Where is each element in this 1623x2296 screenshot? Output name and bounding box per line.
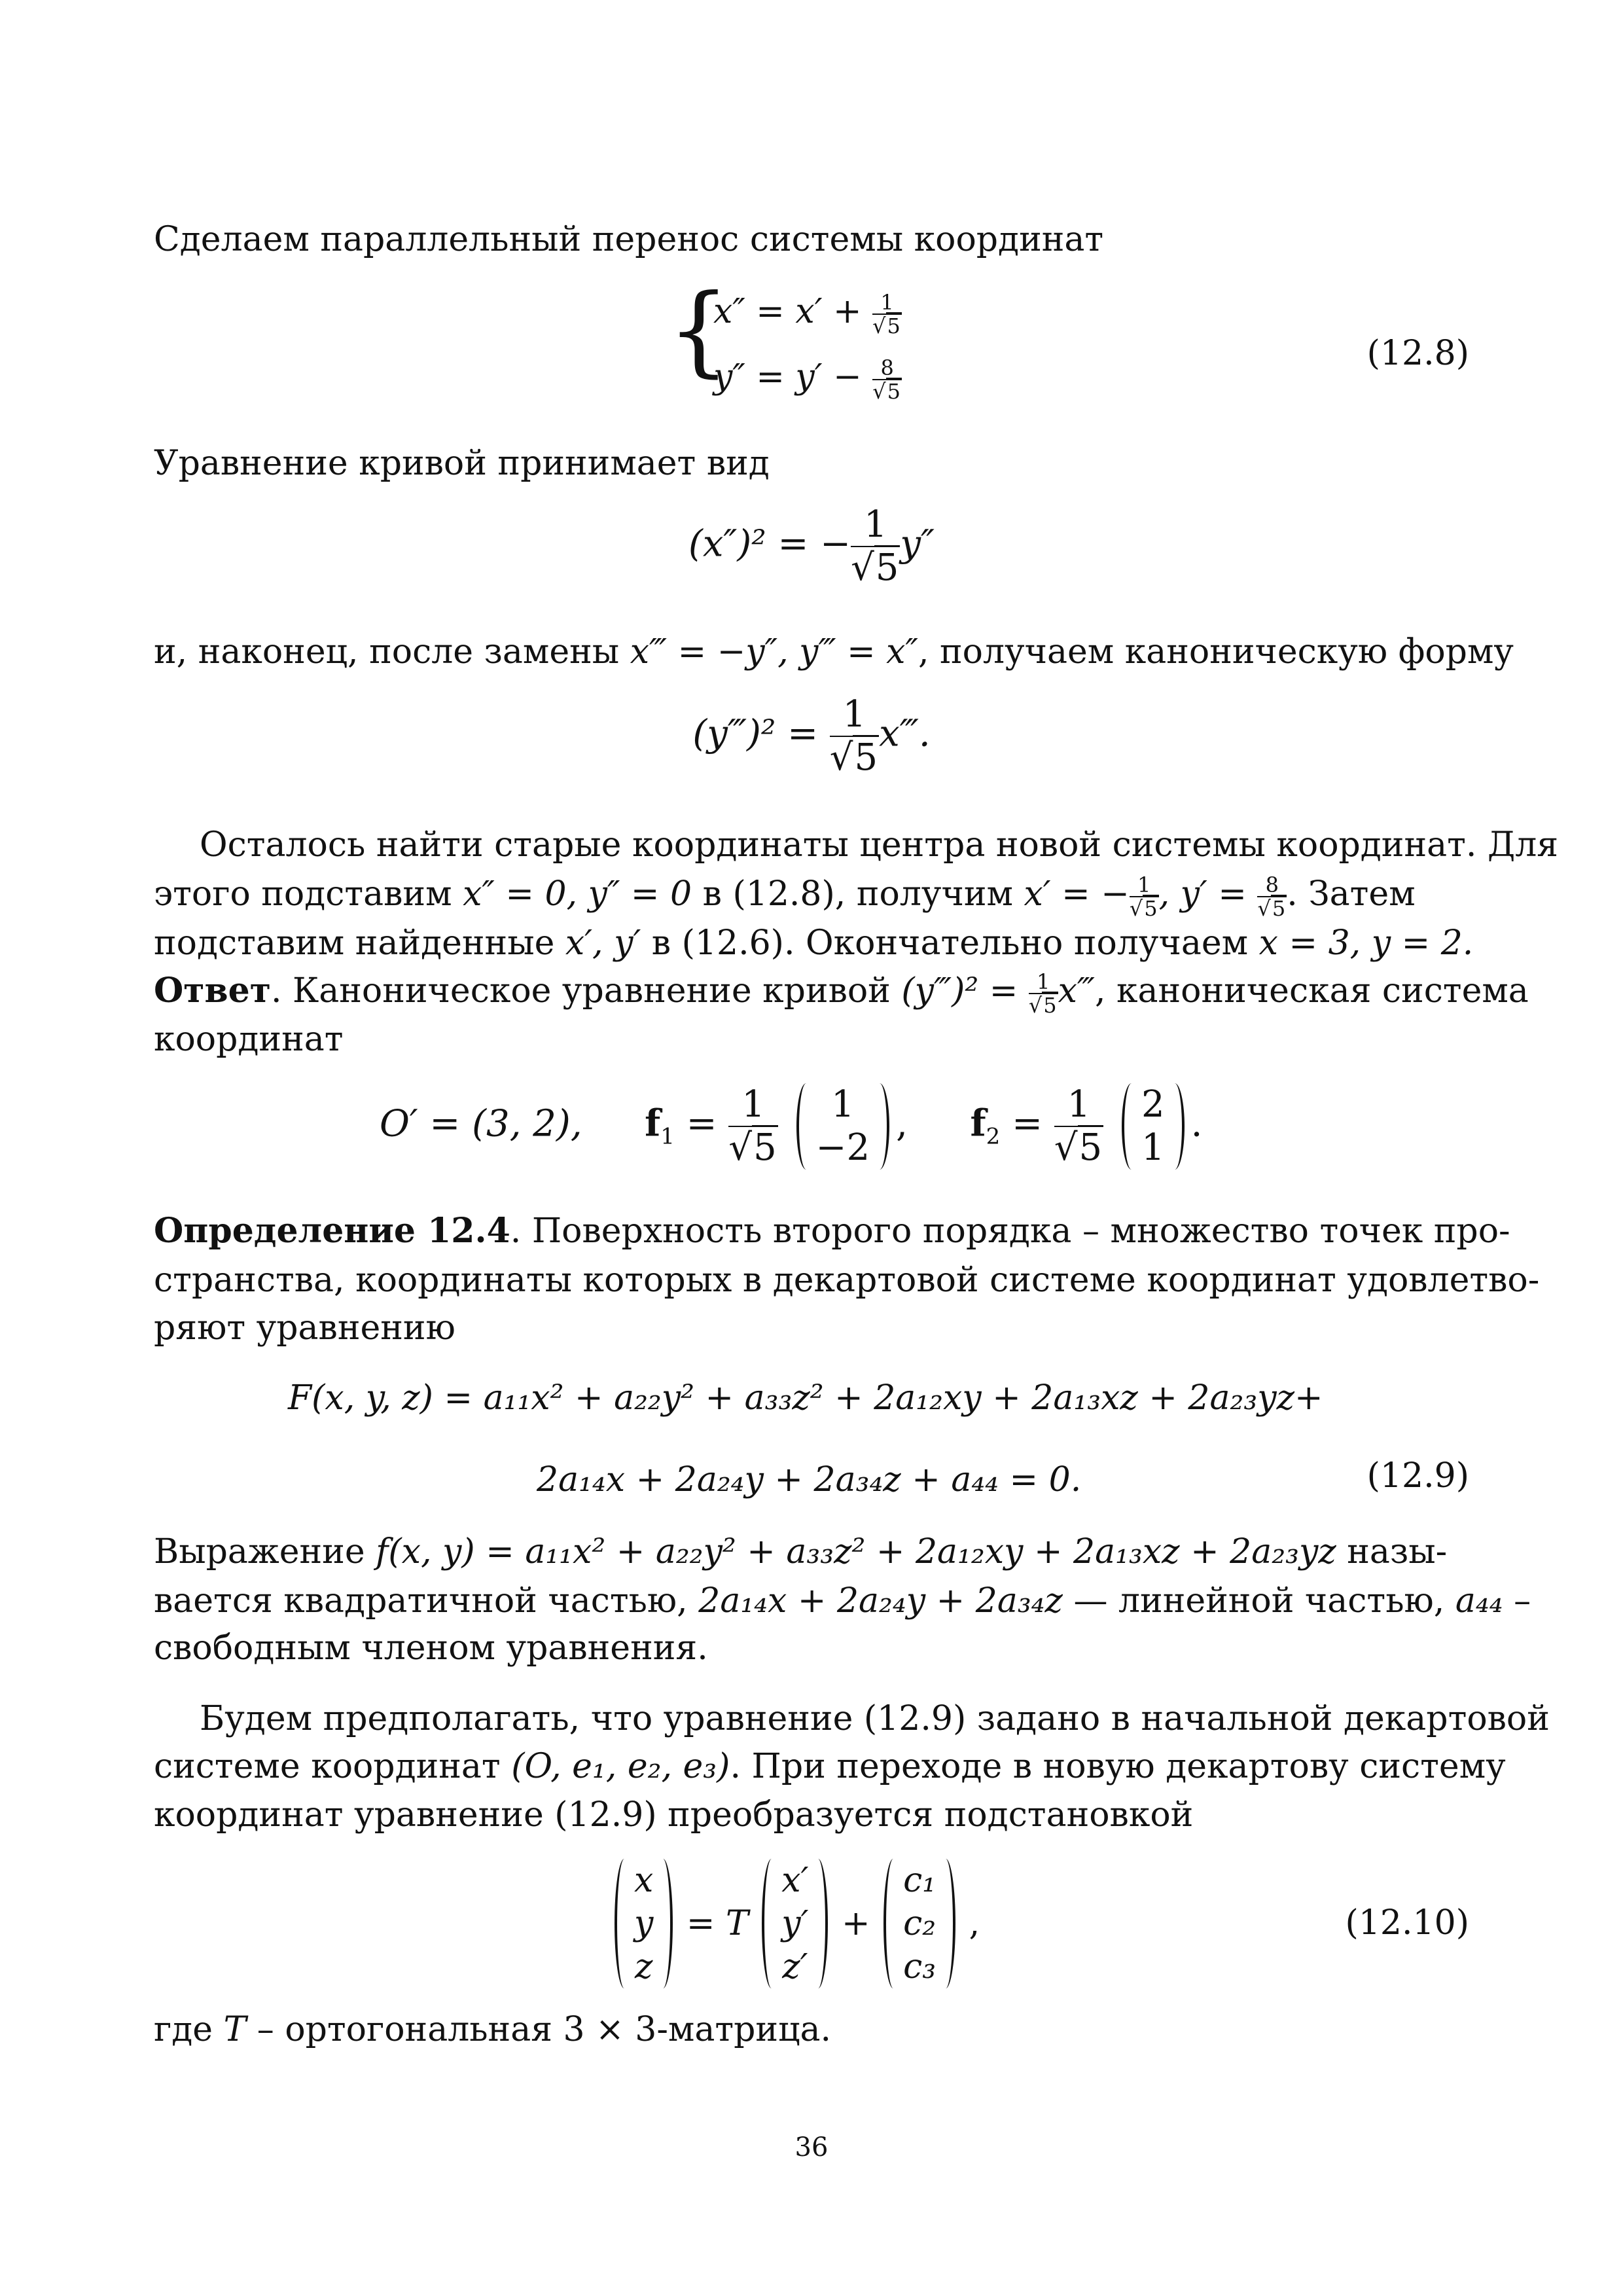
vector-xyz: x y z (634, 1859, 653, 1988)
left-brace-icon: { (668, 274, 730, 387)
vector-xyz-prime: x′ y′ z′ (781, 1859, 808, 1988)
p4-line2: этого подставим x″ = 0, y″ = 0 в (12.8), получим x′ = − $\frac{1}{√5}$ , y′ = $\frac{8}{√5}$ . Затем (154, 872, 1416, 921)
def-line3: ряют уравнению (154, 1308, 455, 1348)
answer-label: Ответ (154, 971, 271, 1011)
definition-label: Определение 12.4 (154, 1211, 510, 1251)
vector-c: c₁ c₂ c₃ (903, 1859, 936, 1988)
vector-f1: 1 −2 (816, 1083, 870, 1170)
eq-12-10-number: (12.10) (1345, 1903, 1469, 1943)
p5-line1: Выражение f(x, y) = a₁₁x² + a₂₂y² + a₃₃z² + 2a₁₂xy + 2a₁₃xz + 2a₂₃yz назы- (154, 1532, 1448, 1571)
p4-line5: координат (154, 1020, 344, 1059)
paragraph-orthogonal-matrix: где T – ортогональная 3 × 3-матрица. (154, 2010, 832, 2049)
page-number: 36 (794, 2132, 829, 2162)
p4-line1: Осталось найти старые координаты центра новой системы координат. Для (200, 825, 1559, 865)
eq-12-8-number: (12.8) (1366, 334, 1469, 373)
paragraph-substitution: и, наконец, после замены x‴ = −y″, y‴ = x″, получаем каноническую форму (154, 632, 1514, 672)
p4-line3: подставим найденные x′, y′ в (12.6). Окончательно получаем x = 3, y = 2. (154, 924, 1474, 963)
equation-canonical-system: O′ = (3, 2), $f_1$ = $\frac{1}{√5}$ 1 −2 , $f_2$ = $\frac{1}{√5}$ 2 1 . (380, 1083, 1203, 1169)
paragraph-curve-equation: Уравнение кривой принимает вид (154, 444, 770, 483)
p5-line3: свободным членом уравнения. (154, 1628, 708, 1668)
p6-line2: системе координат (O, e₁, e₂, e₃). При переходе в новую декартову систему (154, 1747, 1506, 1786)
p6-line1: Будем предполагать, что уравнение (12.9) задано в начальной декартовой (200, 1699, 1550, 1738)
eq-12-9-line2: 2a₁₄x + 2a₂₄y + 2a₃₄z + a₄₄ = 0. (537, 1460, 1082, 1499)
equation-x-double-prime: (x″)² = − $\frac{1}{√5}$ y″ (688, 503, 935, 589)
p4-answer-line: Ответ. Каноническое уравнение кривой (y‴)² = $\frac{1}{√5}$ x‴, каноническая система (154, 969, 1529, 1018)
eq-12-9-line1: F(x, y, z) = a₁₁x² + a₂₂y² + a₃₃z² + 2a₁₂xy + 2a₁₃xz + 2a₂₃yz+ (288, 1378, 1323, 1418)
vector-f2: 2 1 (1141, 1083, 1165, 1170)
eq-12-9-number: (12.9) (1366, 1456, 1469, 1496)
eq-12-8-line2: y″ = y′ − $\frac{8}{√5}$ (713, 355, 901, 404)
eq-12-8-line1: x″ = x′ + $\frac{1}{√5}$ (713, 289, 901, 338)
eq-12-10-body: x y z = T x′ y′ z′ + c₁ c₂ c₃ , (612, 1859, 980, 1988)
paragraph-translation: Сделаем параллельный перенос системы координат (154, 220, 1104, 259)
p5-line2: вается квадратичной частью, 2a₁₄x + 2a₂₄y + 2a₃₄z — линейной частью, a₄₄ – (154, 1581, 1531, 1621)
def-line2: странства, координаты которых в декартовой системе координат удовлетво- (154, 1261, 1540, 1300)
def-line1: Определение 12.4. Поверхность второго порядка – множество точек про- (154, 1211, 1510, 1251)
p6-line3: координат уравнение (12.9) преобразуется подстановкой (154, 1795, 1194, 1835)
equation-canonical-form: (y‴)² = $\frac{1}{√5}$ x‴. (692, 693, 931, 779)
